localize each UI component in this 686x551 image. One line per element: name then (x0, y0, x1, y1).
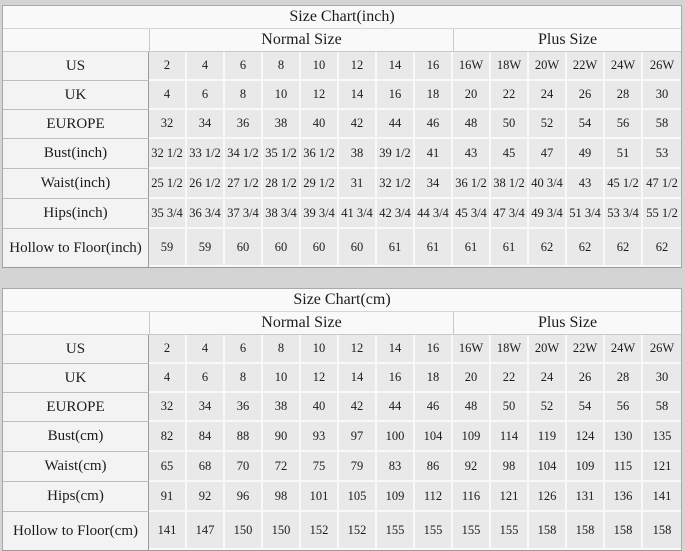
size-value-cell: 46 (415, 110, 453, 139)
size-value-cell: 121 (491, 482, 529, 512)
table-row (3, 512, 681, 550)
size-chart-inch-table (2, 5, 682, 268)
size-value-cell: 38 3/4 (263, 199, 301, 229)
size-value-cell: 43 (453, 139, 491, 169)
size-value-cell: 62 (567, 229, 605, 267)
size-value-cell: 28 (605, 81, 643, 110)
size-value-cell: 61 (453, 229, 491, 267)
size-value-cell: 42 3/4 (377, 199, 415, 229)
size-value-cell: 51 3/4 (567, 199, 605, 229)
size-value-cell: 114 (491, 422, 529, 452)
size-value-cell: 18 (415, 364, 453, 393)
size-value-cell: 26 1/2 (187, 169, 225, 199)
size-value-cell: 62 (643, 229, 681, 267)
size-value-cell: 10 (263, 364, 301, 393)
table-row (3, 335, 681, 364)
size-value-cell: 32 (149, 393, 187, 422)
size-value-cell: 28 (605, 364, 643, 393)
row-label: UK (3, 364, 149, 393)
size-value-cell: 60 (225, 229, 263, 267)
size-value-cell: 4 (149, 364, 187, 393)
size-value-cell: 38 1/2 (491, 169, 529, 199)
size-value-cell: 150 (225, 512, 263, 550)
size-value-cell: 18W (491, 335, 529, 364)
row-label: Hips(cm) (3, 482, 149, 512)
size-value-cell: 68 (187, 452, 225, 482)
size-value-cell: 124 (567, 422, 605, 452)
size-value-cell: 101 (301, 482, 339, 512)
row-label: Waist(cm) (3, 452, 149, 482)
size-value-cell: 47 1/2 (643, 169, 681, 199)
size-value-cell: 48 (453, 393, 491, 422)
row-label: EUROPE (3, 393, 149, 422)
size-value-cell: 4 (187, 335, 225, 364)
corner-cell (3, 312, 149, 335)
size-value-cell: 30 (643, 364, 681, 393)
size-value-cell: 16W (453, 335, 491, 364)
size-value-cell: 10 (263, 81, 301, 110)
size-value-cell: 72 (263, 452, 301, 482)
size-value-cell: 58 (643, 393, 681, 422)
size-value-cell: 16 (415, 52, 453, 81)
size-value-cell: 20W (529, 335, 567, 364)
size-value-cell: 158 (643, 512, 681, 550)
size-value-cell: 44 3/4 (415, 199, 453, 229)
size-value-cell: 50 (491, 110, 529, 139)
size-value-cell: 27 1/2 (225, 169, 263, 199)
size-value-cell: 26 (567, 81, 605, 110)
corner-cell (3, 29, 149, 52)
size-value-cell: 155 (377, 512, 415, 550)
size-value-cell: 45 1/2 (605, 169, 643, 199)
size-value-cell: 32 1/2 (377, 169, 415, 199)
size-value-cell: 41 (415, 139, 453, 169)
size-value-cell: 52 (529, 393, 567, 422)
size-value-cell: 40 3/4 (529, 169, 567, 199)
size-value-cell: 58 (643, 110, 681, 139)
size-value-cell: 8 (263, 52, 301, 81)
size-value-cell: 62 (529, 229, 567, 267)
size-value-cell: 24 (529, 81, 567, 110)
row-label: US (3, 52, 149, 81)
size-value-cell: 12 (301, 81, 339, 110)
size-value-cell: 33 1/2 (187, 139, 225, 169)
size-value-cell: 52 (529, 110, 567, 139)
size-value-cell: 24 (529, 364, 567, 393)
size-value-cell: 59 (149, 229, 187, 267)
size-value-cell: 97 (339, 422, 377, 452)
size-value-cell: 60 (301, 229, 339, 267)
size-value-cell: 14 (377, 335, 415, 364)
size-value-cell: 12 (339, 335, 377, 364)
table-title-row (3, 289, 681, 312)
size-value-cell: 38 (263, 393, 301, 422)
size-value-cell: 62 (605, 229, 643, 267)
size-value-cell: 43 (567, 169, 605, 199)
size-value-cell: 61 (377, 229, 415, 267)
size-value-cell: 61 (415, 229, 453, 267)
size-value-cell: 56 (605, 393, 643, 422)
size-value-cell: 2 (149, 335, 187, 364)
size-value-cell: 150 (263, 512, 301, 550)
row-label: Hollow to Floor(inch) (3, 229, 149, 267)
size-value-cell: 55 1/2 (643, 199, 681, 229)
size-value-cell: 100 (377, 422, 415, 452)
size-value-cell: 14 (339, 364, 377, 393)
table-row (3, 452, 681, 482)
size-value-cell: 49 (567, 139, 605, 169)
size-value-cell: 6 (225, 52, 263, 81)
size-value-cell: 26W (643, 335, 681, 364)
table-row (3, 52, 681, 81)
size-value-cell: 60 (339, 229, 377, 267)
size-value-cell: 14 (377, 52, 415, 81)
size-value-cell: 32 1/2 (149, 139, 187, 169)
size-value-cell: 22 (491, 81, 529, 110)
size-value-cell: 86 (415, 452, 453, 482)
size-value-cell: 22W (567, 52, 605, 81)
table-row (3, 139, 681, 169)
size-value-cell: 34 (415, 169, 453, 199)
size-value-cell: 4 (187, 52, 225, 81)
size-value-cell: 121 (643, 452, 681, 482)
size-value-cell: 16 (377, 364, 415, 393)
size-value-cell: 136 (605, 482, 643, 512)
size-value-cell: 31 (339, 169, 377, 199)
size-value-cell: 49 3/4 (529, 199, 567, 229)
size-value-cell: 25 1/2 (149, 169, 187, 199)
size-value-cell: 41 3/4 (339, 199, 377, 229)
size-value-cell: 116 (453, 482, 491, 512)
table-row (3, 110, 681, 139)
row-label: Hips(inch) (3, 199, 149, 229)
size-value-cell: 36 1/2 (301, 139, 339, 169)
size-value-cell: 158 (605, 512, 643, 550)
size-value-cell: 32 (149, 110, 187, 139)
size-value-cell: 20W (529, 52, 567, 81)
size-value-cell: 141 (149, 512, 187, 550)
size-value-cell: 115 (605, 452, 643, 482)
row-label: US (3, 335, 149, 364)
table-title: Size Chart(cm) (3, 289, 681, 312)
size-value-cell: 54 (567, 110, 605, 139)
size-value-cell: 75 (301, 452, 339, 482)
size-value-cell: 18W (491, 52, 529, 81)
size-value-cell: 155 (491, 512, 529, 550)
size-value-cell: 40 (301, 110, 339, 139)
size-value-cell: 2 (149, 52, 187, 81)
size-value-cell: 36 (225, 393, 263, 422)
size-value-cell: 38 (263, 110, 301, 139)
size-value-cell: 26W (643, 52, 681, 81)
size-value-cell: 28 1/2 (263, 169, 301, 199)
size-value-cell: 44 (377, 393, 415, 422)
row-label: EUROPE (3, 110, 149, 139)
table-title-row (3, 6, 681, 29)
size-value-cell: 147 (187, 512, 225, 550)
size-value-cell: 82 (149, 422, 187, 452)
size-value-cell: 16 (377, 81, 415, 110)
normal-size-header: Normal Size (149, 29, 453, 52)
size-value-cell: 59 (187, 229, 225, 267)
size-value-cell: 96 (225, 482, 263, 512)
size-value-cell: 12 (339, 52, 377, 81)
size-value-cell: 37 3/4 (225, 199, 263, 229)
size-value-cell: 104 (415, 422, 453, 452)
size-value-cell: 36 1/2 (453, 169, 491, 199)
size-value-cell: 38 (339, 139, 377, 169)
size-value-cell: 53 3/4 (605, 199, 643, 229)
table-row (3, 393, 681, 422)
size-value-cell: 152 (339, 512, 377, 550)
size-value-cell: 54 (567, 393, 605, 422)
table-row (3, 81, 681, 110)
size-value-cell: 119 (529, 422, 567, 452)
size-value-cell: 84 (187, 422, 225, 452)
normal-size-header: Normal Size (149, 312, 453, 335)
size-value-cell: 53 (643, 139, 681, 169)
size-value-cell: 45 (491, 139, 529, 169)
size-value-cell: 6 (187, 81, 225, 110)
size-value-cell: 36 (225, 110, 263, 139)
size-value-cell: 126 (529, 482, 567, 512)
size-value-cell: 34 1/2 (225, 139, 263, 169)
size-value-cell: 98 (491, 452, 529, 482)
size-value-cell: 30 (643, 81, 681, 110)
size-value-cell: 16W (453, 52, 491, 81)
size-value-cell: 6 (187, 364, 225, 393)
table-row (3, 199, 681, 229)
table-row (3, 169, 681, 199)
size-value-cell: 34 (187, 110, 225, 139)
size-value-cell: 46 (415, 393, 453, 422)
size-value-cell: 155 (415, 512, 453, 550)
row-label: UK (3, 81, 149, 110)
size-value-cell: 152 (301, 512, 339, 550)
size-value-cell: 158 (567, 512, 605, 550)
size-value-cell: 79 (339, 452, 377, 482)
size-value-cell: 36 3/4 (187, 199, 225, 229)
row-label: Bust(inch) (3, 139, 149, 169)
size-value-cell: 29 1/2 (301, 169, 339, 199)
table-row (3, 229, 681, 267)
row-label: Waist(inch) (3, 169, 149, 199)
size-value-cell: 60 (263, 229, 301, 267)
size-value-cell: 112 (415, 482, 453, 512)
size-value-cell: 92 (187, 482, 225, 512)
table-row (3, 422, 681, 452)
size-value-cell: 109 (453, 422, 491, 452)
size-value-cell: 65 (149, 452, 187, 482)
size-value-cell: 98 (263, 482, 301, 512)
size-value-cell: 104 (529, 452, 567, 482)
size-value-cell: 44 (377, 110, 415, 139)
size-value-cell: 6 (225, 335, 263, 364)
size-value-cell: 45 3/4 (453, 199, 491, 229)
size-value-cell: 56 (605, 110, 643, 139)
size-value-cell: 90 (263, 422, 301, 452)
size-value-cell: 92 (453, 452, 491, 482)
table-row (3, 364, 681, 393)
size-value-cell: 39 3/4 (301, 199, 339, 229)
size-value-cell: 35 3/4 (149, 199, 187, 229)
size-value-cell: 35 1/2 (263, 139, 301, 169)
size-value-cell: 91 (149, 482, 187, 512)
size-value-cell: 47 3/4 (491, 199, 529, 229)
size-value-cell: 61 (491, 229, 529, 267)
size-group-header-row (3, 312, 681, 335)
size-value-cell: 4 (149, 81, 187, 110)
size-value-cell: 83 (377, 452, 415, 482)
size-value-cell: 131 (567, 482, 605, 512)
size-value-cell: 109 (377, 482, 415, 512)
row-label: Hollow to Floor(cm) (3, 512, 149, 550)
size-value-cell: 8 (225, 364, 263, 393)
size-value-cell: 141 (643, 482, 681, 512)
size-value-cell: 12 (301, 364, 339, 393)
size-value-cell: 39 1/2 (377, 139, 415, 169)
size-value-cell: 22W (567, 335, 605, 364)
size-value-cell: 135 (643, 422, 681, 452)
size-value-cell: 40 (301, 393, 339, 422)
size-value-cell: 155 (453, 512, 491, 550)
size-value-cell: 8 (263, 335, 301, 364)
size-value-cell: 10 (301, 335, 339, 364)
size-value-cell: 26 (567, 364, 605, 393)
table-row (3, 482, 681, 512)
size-value-cell: 24W (605, 52, 643, 81)
plus-size-header: Plus Size (453, 29, 681, 52)
size-value-cell: 48 (453, 110, 491, 139)
size-value-cell: 130 (605, 422, 643, 452)
size-value-cell: 51 (605, 139, 643, 169)
size-value-cell: 18 (415, 81, 453, 110)
size-value-cell: 109 (567, 452, 605, 482)
size-value-cell: 20 (453, 364, 491, 393)
size-value-cell: 24W (605, 335, 643, 364)
size-value-cell: 42 (339, 110, 377, 139)
size-value-cell: 42 (339, 393, 377, 422)
size-value-cell: 22 (491, 364, 529, 393)
size-value-cell: 158 (529, 512, 567, 550)
size-value-cell: 105 (339, 482, 377, 512)
size-value-cell: 70 (225, 452, 263, 482)
size-value-cell: 14 (339, 81, 377, 110)
size-value-cell: 20 (453, 81, 491, 110)
size-value-cell: 93 (301, 422, 339, 452)
size-value-cell: 88 (225, 422, 263, 452)
size-group-header-row (3, 29, 681, 52)
size-value-cell: 10 (301, 52, 339, 81)
size-value-cell: 47 (529, 139, 567, 169)
plus-size-header: Plus Size (453, 312, 681, 335)
size-chart-cm-table (2, 288, 682, 551)
row-label: Bust(cm) (3, 422, 149, 452)
size-value-cell: 34 (187, 393, 225, 422)
size-value-cell: 8 (225, 81, 263, 110)
size-value-cell: 50 (491, 393, 529, 422)
size-value-cell: 16 (415, 335, 453, 364)
table-title: Size Chart(inch) (3, 6, 681, 29)
